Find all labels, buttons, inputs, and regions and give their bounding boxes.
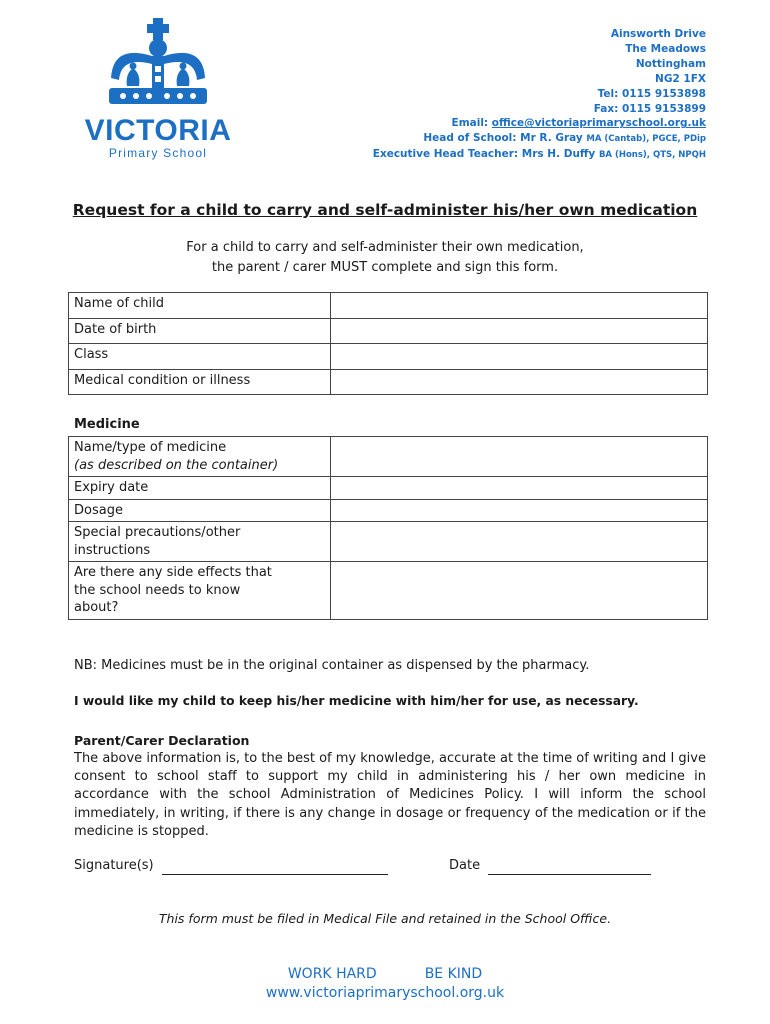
table-row [69, 344, 708, 370]
side-effects-field[interactable] [331, 562, 708, 620]
child-details-table [68, 292, 708, 395]
address-line: Ainsworth Drive [610, 28, 706, 40]
field-label: Are there any side effects that the school needs to know about? [69, 562, 331, 620]
motto-work-hard: WORK HARD [287, 966, 377, 982]
field-label: Special precautions/other instructions [69, 522, 331, 562]
email-link[interactable]: office@victoriaprimaryschool.org.uk [491, 117, 706, 130]
table-row [69, 499, 708, 522]
form-title: Request for a child to carry and self-administer his/her own medication [72, 201, 698, 219]
date-label: Date [449, 858, 481, 873]
field-label: Medical condition or illness [69, 369, 331, 395]
field-label: Class [69, 344, 331, 370]
date-of-birth-field[interactable] [331, 318, 708, 344]
field-label: Name of child [69, 293, 331, 319]
motto-be-kind: BE KIND [424, 966, 483, 982]
date-line[interactable] [488, 874, 651, 875]
field-label: Expiry date [69, 477, 331, 500]
keep-medicine-statement: I would like my child to keep his/her medicine with him/her for use, as necessary. [74, 694, 639, 708]
field-label: Dosage [69, 499, 331, 522]
head-of-school: Head of School: Mr R. Gray MA (Cantab), PGCE, PDip [423, 132, 706, 145]
form-intro: For a child to carry and self-administer their own medication, the parent / carer MUST complete and sign this form. [186, 240, 584, 275]
footer-website[interactable]: www.victoriaprimaryschool.org.uk [265, 985, 505, 1001]
name-of-child-field[interactable] [331, 293, 708, 319]
address-line: NG2 1FX [655, 72, 706, 85]
precautions-field[interactable] [331, 522, 708, 562]
email-line [373, 116, 706, 131]
table-row [69, 522, 708, 562]
school-subtitle: Primary School [108, 146, 208, 160]
medicine-name-field[interactable] [331, 437, 708, 477]
filing-note: This form must be filed in Medical File and retained in the School Office. [158, 911, 612, 926]
school-name: VICTORIA [84, 114, 232, 147]
field-label: Name/type of medicine (as described on the container) [69, 437, 331, 477]
dosage-field[interactable] [331, 499, 708, 522]
address-line: Nottingham [635, 57, 706, 70]
table-row [69, 293, 708, 319]
declaration-heading: Parent/Carer Declaration [74, 733, 250, 748]
table-row [69, 369, 708, 395]
crown-icon [103, 16, 213, 112]
signature-line[interactable] [162, 874, 388, 875]
school-address [373, 27, 706, 163]
address-line: The Meadows [625, 42, 706, 55]
fax: Fax: 0115 9153899 [593, 102, 706, 115]
telephone: Tel: 0115 9153898 [597, 87, 706, 100]
footer-motto [0, 966, 770, 982]
medicine-heading: Medicine [74, 417, 140, 432]
medicine-table [68, 436, 708, 620]
expiry-date-field[interactable] [331, 477, 708, 500]
table-row [69, 562, 708, 620]
table-row [69, 437, 708, 477]
table-row [69, 477, 708, 500]
class-field[interactable] [331, 344, 708, 370]
declaration-text: The above information is, to the best of my knowledge, accurate at the time of writing and I give consent to school staff to support my child in administering his / her own medicine in accordance with the school Administration of Medicines Policy. I will inform the school immediately, in writing, if there is any change in dosage or frequency of the medication or if the medicine is stopped. [74, 751, 706, 839]
field-label: Date of birth [69, 318, 331, 344]
executive-head: Executive Head Teacher: Mrs H. Duffy BA (Hons), QTS, NPQH [372, 148, 706, 161]
signature-label: Signature(s) [74, 858, 154, 873]
pharmacy-note: NB: Medicines must be in the original container as dispensed by the pharmacy. [74, 658, 590, 673]
email-label: Email: [451, 117, 492, 130]
medical-condition-field[interactable] [331, 369, 708, 395]
table-row [69, 318, 708, 344]
school-logo [78, 16, 238, 161]
